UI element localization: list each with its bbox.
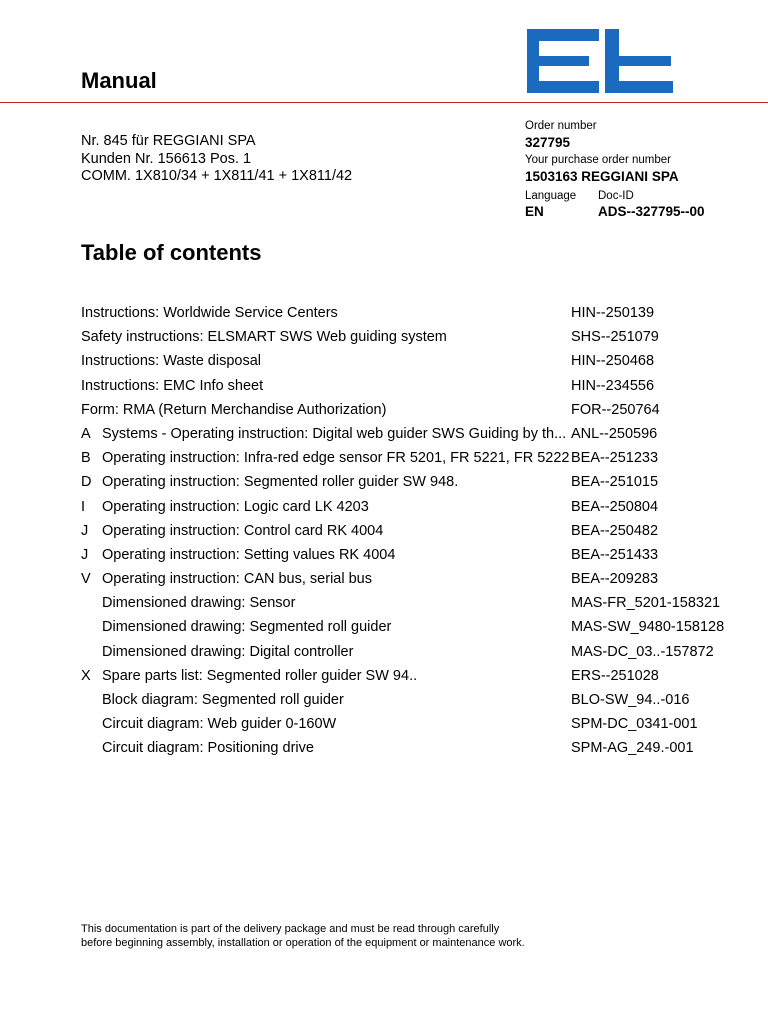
toc-entry-title: Dimensioned drawing: Digital controller [102,643,354,660]
toc-entry-letter: I [81,498,86,515]
toc-entry-code: SPM-DC_0341-001 [571,716,698,733]
toc-entry[interactable] [81,570,761,594]
toc-entry-title: Instructions: Worldwide Service Centers [81,305,338,321]
language-label: Language [525,190,577,202]
toc-entry-title: Instructions: EMC Info sheet [81,377,264,394]
toc-entry-code: ANL--250596 [571,425,658,442]
toc-entry-code: SHS--251079 [571,329,659,346]
toc-entry-code: MAS-FR_5201-158321 [571,595,721,612]
toc-entry-letter: B [81,450,91,467]
toc-entry[interactable] [81,449,761,473]
toc-entry-title: Operating instruction: CAN bus, serial bus [102,571,372,588]
toc-entry-title: Systems - Operating instruction: Digital web guider SWS Guiding by th... [102,425,567,442]
footer-line: before beginning assembly, installation or operation of the equipment or maintenance work. [81,937,525,949]
toc-entry[interactable] [81,304,761,328]
toc-entry-code: BEA--251433 [571,546,659,563]
toc-entry-code: MAS-DC_03..-157872 [571,643,714,660]
toc-entry-code: BEA--209283 [571,571,659,588]
toc-list [81,304,761,764]
toc-entry-title: Operating instruction: Setting values RK 4004 [102,546,396,563]
language: EN [525,204,544,219]
purchase-order-label: Your purchase order number [525,154,671,166]
toc-entry[interactable] [81,352,761,376]
toc-entry-title: Operating instruction: Logic card LK 4203 [102,498,369,515]
toc-entry-title: Form: RMA (Return Merchandise Authorization) [81,401,387,418]
toc-entry-code: BEA--251233 [571,450,659,467]
toc-entry[interactable] [81,473,761,497]
toc-entry-code: HIN--250468 [571,353,655,370]
toc-entry[interactable] [81,522,761,546]
toc-entry[interactable] [81,377,761,401]
order-number: 327795 [525,135,571,150]
header-rule [0,102,768,103]
customer-line: Nr. 845 für REGGIANI SPA [81,133,256,149]
toc-entry[interactable] [81,691,761,715]
doc-id-label: Doc-ID [598,190,634,202]
toc-entry-code: MAS-SW_9480-158128 [571,619,725,636]
toc-entry-title: Circuit diagram: Web guider 0-160W [102,716,337,733]
toc-entry-code: FOR--250764 [571,401,660,418]
toc-entry-code: HIN--234556 [571,377,655,394]
toc-entry-code: BEA--251015 [571,474,659,491]
customer-info [81,133,352,186]
toc-entry-code: HIN--250139 [571,305,655,321]
toc-entry-title: Instructions: Waste disposal [81,353,261,370]
doc-id: ADS--327795--00 [598,204,705,219]
toc-entry[interactable] [81,498,761,522]
toc-entry-title: Dimensioned drawing: Sensor [102,595,296,612]
toc-entry[interactable] [81,401,761,425]
toc-entry-letter: V [81,571,91,588]
toc-entry-title: Safety instructions: ELSMART SWS Web guiding system [81,329,447,346]
toc-entry[interactable] [81,546,761,570]
customer-line: Kunden Nr. 156613 Pos. 1 [81,150,252,167]
order-number-label: Order number [525,120,597,132]
toc-entry-letter: J [81,546,89,563]
toc-entry[interactable] [81,328,761,352]
page-title: Manual [81,68,157,93]
toc-entry-code: ERS--251028 [571,667,659,684]
toc-entry-title: Operating instruction: Infra-red edge sensor FR 5201, FR 5221, FR 5222 [102,450,570,467]
toc-entry-code: BEA--250482 [571,522,659,539]
toc-entry-title: Block diagram: Segmented roll guider [102,692,344,708]
toc-entry-letter: D [81,474,92,491]
toc-entry[interactable] [81,594,761,618]
toc-entry-letter: X [81,667,91,684]
toc-entry[interactable] [81,667,761,691]
toc-entry-title: Operating instruction: Control card RK 4004 [102,522,384,539]
toc-entry-title: Dimensioned drawing: Segmented roll guider [102,619,392,636]
toc-title: Table of contents [81,240,262,265]
toc-entry[interactable] [81,618,761,642]
purchase-order: 1503163 REGGIANI SPA [525,169,679,184]
toc-entry[interactable] [81,643,761,667]
toc-entry-title: Spare parts list: Segmented roller guider SW 94.. [102,667,418,684]
toc-entry[interactable] [81,715,761,739]
toc-entry-code: BLO-SW_94..-016 [571,692,690,708]
toc-entry-letter: A [81,425,91,442]
toc-entry-title: Operating instruction: Segmented roller guider SW 948. [102,474,459,491]
company-logo [525,27,675,95]
toc-entry-code: BEA--250804 [571,498,659,515]
toc-entry-title: Circuit diagram: Positioning drive [102,740,314,757]
toc-entry[interactable] [81,739,761,763]
toc-entry-letter: J [81,522,89,539]
footer-line: This documentation is part of the delivery package and must be read through carefully [81,923,500,935]
toc-entry-code: SPM-AG_249.-001 [571,740,694,757]
toc-entry[interactable] [81,425,761,449]
footer-note [81,922,525,950]
customer-line: COMM. 1X810/34 + 1X811/41 + 1X811/42 [81,168,353,184]
